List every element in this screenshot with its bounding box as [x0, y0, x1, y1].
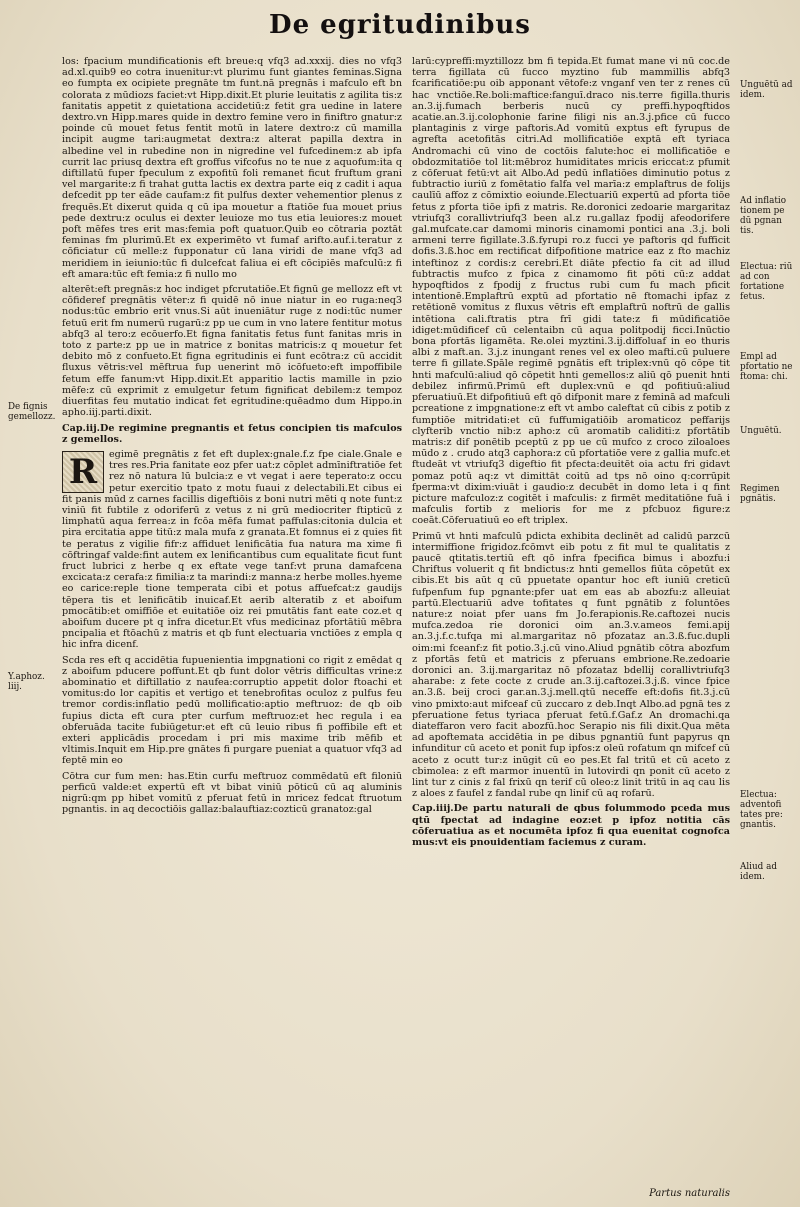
margin-note: Electua: adventofi tates pre: gnantis. [740, 790, 783, 830]
paragraph: los: fpacium mundificationis eft breue:q vfq3 ad.xxxij. dies no vfq3 ad.xl.quib9 eo cotra inuenitur:vt plurimu funt giantes feminas.Signa eo fumpta ex ocipiete pregnāte tm funt.nā pregnās i mafculo eft bn colorata z mūdiozs faciet:vt Hipp.dixit.Et plurie leuitatis z agilita tis:z fanitatis appetit z quietationa accidetiū:z fetit gra uedine in latere dextro.vn Hipp.mares quide in dextro femine vero in finiftro gnatur:z poinde cū mouet fetus fentit motū in latere dextro:z cū mamilla incipit augme tari:augmetat dextra:z alterat papilla dextra in albedine vel in rubedine non in nigredine vel fufcedinem:z ab ipfa currit lac priusq dextra eft groffus vifcofus no te nue z aquofum:ita q diftillatū fuper fpeculum z expofitū foli remanet ficut fruftum grani vel margarite:z fi trahat gutta lactis ex dextra parte eiq z cadit i aqua defcedit pp ter eāde caufam:z fit pulfus dexter vehementior plenus z frequēs.Et dixerut quida q cū ipa mouetur a ftatiōe fua mouet prius pede dextru:z oculus ei dexter leuioze mo tus etia leuiores:z mouet poft mēfes tres erit mas:femia poft quatuor.Quib eo cōtraria poztāt feminas fm plurimū.Et ex experimēto vt fumaf arifto.auf.i.teratur z cōficiatur cū melle:z fupponatur cū lana viridi de mane vfq3 ad meridiem in ieiunio:tūc fi dulcefcat faliua ei eft cōcipiēs mafculū:z fi eft amara:tūc eft femia:z fi nullo mo [62, 56, 402, 280]
margin-note: Unguētū. [740, 426, 782, 436]
margin-note: Empl ad pfortatio ne ftoma: chi. [740, 352, 793, 382]
margin-note: Ad inflatio tionem pe dū pgnan tis. [740, 196, 787, 236]
catchword: Partus naturalis [649, 1188, 730, 1199]
margin-note: Electua: riū ad con fortatione fetus. [740, 262, 793, 302]
decorated-initial-r-icon: R [62, 451, 104, 493]
margin-note: Aliud ad idem. [740, 862, 777, 882]
left-column [62, 56, 402, 1186]
running-head: De egritudinibus [269, 10, 531, 40]
right-column [412, 56, 730, 1196]
paragraph-with-initial [62, 449, 402, 651]
paragraph: larū:cypreffi:myztillozz bm fi tepida.Et fumat mane vi nū coc.de terra figillata cū fucco myztino fub mammillis abfq3 fcarificatiōe:pu oib apponant vētofe:z vnganf ven ter z renes cū hac vnctiōe.Re.boli:maftice:fanguī.draco nis.terre figilla.thuris an.3.ij.fumach berberis nucū cy preffi.hypoqftidos acatie.an.3.ij.colophonie farine filigi nis an.3.j.pfice cū fucco plantaginis z virge paftoris.Ad vomitū exptus eft fyrupus de agrefta acetofitās citri.Ad mollificatiōe exptā eft tyriaca Andromachi cū vino de coctōis falute:hoc ei mollificatiōe e obdozmitatiōe tol lit:mēbroz humiditates mricis ericcat:z pfumit z cōferuat fetū:vt ait Albo.Ad pedū inflatiōes diminutio potus z fubtractio iuriū z fomētatio falfa vel marīa:z emplaftrus de folijs caulīū affoz z cōmixtio eoiunde.Electuariū expertū ad pforta tiōe fetus z pforta tiōe ipfi z matris. Re.doronici zedoarie margaritaz vtriufq3 corallivtriufq3 been al.z ru.gallaz fpodij afeodorifere gal.mufcate.car damomi minoris cinamomi pontici ana .3.j. boli armeni terre figillate.3.ß.fyrupi ro.z fucci ye paftoris qd fufficit dofis.3.ß.hoc em rectificat difpofitione matrice eaz z fto machiz inteftinoz z cordis:z cerebri.Et diāte pfectio fa cit ad illud fubtractis mufco z fpica z cinamomo fit pōti cū:z addat hypoqftidos z fpodij z fructus rubi cum fu mach pficit intentionē.Emplaftrū exptū ad pfortatio nē ftomachi ipfaz z retētionē vomitus z fluxus vētris eft emplaftrū noftrū de gallis intētiona cali.ftratis ptra frī gidi tate:z fi mūdificatiōe idiget:mūdificef cū celentaibn cū aqua politpodij ficci.Inūctio bona pfortās ligamēta. Re.olei myztini.3.ij.diffoluaf in eo thuris albi z maft.an. 3.j.z inungant renes vel ex oleo mafti.cū puluere terre fi gillate.Spāle regimē pgnātis eft triplex:vnū qō cōpe tit hnti mafculū:aliud qō cōpetit hnti gemellos:z aliū qō puenit hnti debilez infirmū.Primū eft duplex:vnū e qd pofitiuū:aliud pferuatiuū.Et difpofitiuū eft qō difponit mare z feminā ad mafculi pcreatione z impgnatione:z eft vt ambo caleftat cū cibis z potib z fumptiōe mitridati:et cū fuffumigatiōib aromaticoz peffarijs clyfterib vnctio nib:z apho:z cū aromatib caliditi:z pfortātib matris:z dif ponētib pceptū z pp ue cū mufco z croco ziloaloes mūdo z . crudo atq3 caphora:z cū pfortatiōe vere z gallia mufc.et ftudeāt vt vtriufq3 digeftio fit pfecta:deuitēt oia actu fri gidavt pomaz potū aq:z vt dimittāt coitū ad tps nō oino q:corrūpit fperma:vt dixim:viuāt i gaudio:z decubēt in domo leta i q fint picture mafculoz:z cogitēt i mafculis: z firmēt meditatiōne fuā i mafculis fortib z melioris for me z pfcbuoz figure:z coeāt.Cōferuatiuū eo eft triplex. [412, 56, 730, 527]
paragraph: alterēt:eft pregnās:z hoc indiget pfcrutatiōe.Et fignū ge mellozz eft vt cōfideref pregnātis vēter:z fi quidē nō inue niatur in eo ruga:neq3 nodus:tūc embrio erit vnus.Si aūt inueniātur ruge z nodi:tūc numer fetuū erit fm numerū rugarū:z pp ue cum in vno latere fentitur motus abfq3 al tero:z ecōuerfo.Et figna fanitatis fetus funt fanitas mris in toto z parte:z pp ue in matrice z bonitas matricis:z q mouetur fet debito mō z confueto.Et figna egritudinis ei funt ecōtra:z cū accidit fluxus vētris:vel mēftrua fup uenerint mō icōfueto:eft impoffibile fetum effe fanum:vt Hipp.dixit.Et apparitio lactis mamille in pzio mēfe:z cū exprimit z emulgetur fetum fignificat debilem:z tempoz diuerfitas feu mutatio indicat fet egritudine:quēadmo dum Hippo.in apho.iij.parti.dixit. [62, 284, 402, 419]
margin-note: Regimen pgnātis. [740, 484, 780, 504]
chapter-heading: Cap.iiij.De partu naturali de qbus folummodo pceda mus qtū fpectat ad indagine eoz:et p ipfoz notitia cās cōferuatiua as et nocumēta ipfoz fi qua euenitat cognofca mus:vt eis pnouidentiam faciemus z curam. [412, 803, 730, 849]
chapter-heading: Cap.iij.De regimine pregnantis et fetus concipien tis mafculos z gemellos. [62, 422, 402, 445]
paragraph: Scda res eft q accidētia fupuenientia impgnationi co rigit z emēdat q z aboifum pducere poffunt.Et qb funt dolor vētris difficultas vrine:z abominatio et diftillatio z naufea:corruptio appetit dolor ftoachi et vomitus:do lor capitis et vertigo et tenebrofitas oculoz z pulfus feu tremor cordis:inflatio pedū mollificatio:aptio meftruoz: de qb oib fupius dicta eft cura pter curfum meftruoz:et hec regula i ea obferuāda tacite fubiūgetur:et eft cū leuio ribus fi poffibile eft et exteri applicādis procedam i pri mis maxime trib mēfib et vltimis.Inquit em Hip.pre gnātes fi purgare pueniat a quatuor vfq3 ad feptē min eo [62, 654, 402, 767]
paragraph: Cōtra cur fum men: has.Etin curfu meftruoz commēdatū eft filoniū perficū valde:et expertū eft vt bibat viniū pōticū cū aq aluminis nigrū:qm pp hibet vomitū z pferuat fetū in mricez fedcat ftruotum pgnantis. in aq decoctiōis gallaz:balauftiaz:cozticū granatoz:gal [62, 770, 402, 816]
paragraph-text: egimē pregnātis z fet eft duplex:gnale.f.z fpe ciale.Gnale e tres res.Pria fanitate eoz pfer uat:z cōplet admīniftratiōe fet rez nō natura lū bulcia:z e vt vegat i aere teperato:z occu petur exercitio tpato z motu fuaui z delectabili.Et cibus ei fit panis mūd z carnes facillis digeftiōis z boni nutri mēti q note funt:z viniū fit fubtile z odoriferū z vetus z ni grū mediocriter ftipticū z limphatū aqua ferrea:z in fcōa mēfa fumat paffulas:citonia dulcia et pira ercitatia appe titū:z mala mufa z granata.Et fomnus ei z quies fit te peratus z vigilie fifr:z affiduet lenificātia fua natura ma xime fi cōftringaf valde:fint autem ex lenificantibus cum equalitate ficut funt fruct lubrici z herbe q ex eftate vege tanf:vt pruna damafcena excicata:z cerafa:z fimilia:z ta marindi:z manna:z herbe molles.hyeme eo carice:reple tione temperata cibi et potus affuefcat:z gaudijs tēpera tis et lenificātib inuicaf.Et aerib alteratib z et aboifum pmocātib:et omiffiōe et euitatiōe oiz rei pmutātis fant eate coz.et q aboifum ducere pt q infra dicetur.Et vfus medicinaz pfortātiū mēbra pncipalia et ftōachū z matris et qb funt electuaria vnctiōes z empla q hic infra dicenf. [62, 448, 402, 651]
margin-note: Y.aphoz. liij. [8, 672, 45, 692]
paragraph: Primū vt hnti mafculū pdicta exhibita declinēt ad calidū parzcū intermiffione frigidoz.fcōmvt eib potu z fit mul te qualitatis z paucē qtitatis.tertiū eft qō infra fpecifica bimus i abozfu:i Chriftus voluerit q fit bndictus:z hnti gemellos fiūta cōpetūt ex cibis.Et bis aūt q cū ppuetate opantur hoc eft iuniū creticū fufpenfum fup pgnante:pfer uat em eas ab abozfu:z alleuiat partū.Electuariū adve tofitates q funt pgnātib z foluntōes nature:z noiat pfer uans fm Jo.ferapionis.Re.caftozei nucis mufca.zedoa rie doronici oim an.3.v.ameos femi.apij an.3.j.f.c.tufqa mi al.margaritaz nō pfozataz an.3.ß.fuc.dupli oim:mi fceanf:z fit potio.3.j.cū vino.Aliud pgnātib cōtra abozfum z pfortās fetū et matricis z pferuans embrione.Re.zedoarie doronici an. 3.ij.margaritaz nō pfozataz bdellij corallivtriufq3 aharabe: z fete cocte z crude an.3.ij.caftozei.3.j.ß. vince fpice an.3.ß. beij croci gar.an.3.j.mell.qtū neceffe eft:dofis fit.3.j.cū vino pmixto:aut mifceaf cū zuccaro z deb.Inqt Albo.ad pgnā tes z pferuatione fetus tyriaca pferuat fetū.f.Gaf.z An dromachi.qa diateffaron vero facit abozfū.hoc Serapio nis fili dixit.Qua mēta ad apoftemata accidētia in pe dibus pgnantiū funt papyrus qn infunditur cū aceto et ponit fup ipfos:z oleū rofatum qn mifcef cū aceto z ocutt tur:z inūgit cū eo pes.Et fal tritū et cū aceto z cbimolea: z eft marmor inuentū in lutovirdi qn ponit cū aceto z lint tur z cinis z fal frixū qn terif cū oleo:z linit tritū in aq cau lis z aloes z faufel z fandal rube qn linif cū aq rofarū. [412, 530, 730, 800]
margin-note: De fignis gemellozz. [8, 402, 56, 422]
margin-note: Unguētū ad idem. [740, 80, 793, 100]
